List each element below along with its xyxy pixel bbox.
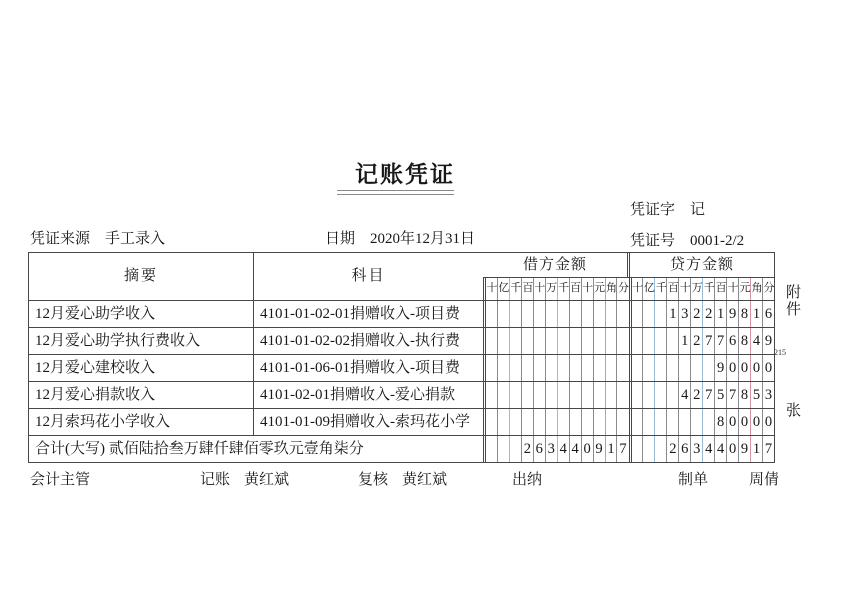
bookkeeper-value: 黄红斌	[244, 472, 290, 488]
voucher-source-label: 凭证来源	[30, 231, 91, 247]
row-credit-cells	[629, 355, 775, 381]
reviewer-label: 复核	[358, 472, 389, 488]
row-credit-cells	[629, 409, 775, 435]
supervisor-label: 会计主管	[30, 472, 91, 488]
digit-label-row	[483, 278, 774, 300]
digit-label: 十	[486, 278, 498, 300]
summary-column-header: 摘要	[29, 253, 254, 300]
digit-cell	[632, 436, 644, 462]
digit-cell	[632, 382, 644, 408]
digit-cell	[486, 355, 498, 381]
digit-cell	[606, 301, 618, 327]
digit-cell	[510, 355, 522, 381]
digit-cell: 6	[727, 328, 739, 354]
digit-cell	[632, 409, 644, 435]
row-account: 4101-02-01捐赠收入-爱心捐款	[260, 387, 455, 403]
digit-cell: 7	[703, 328, 715, 354]
digit-cell	[522, 409, 534, 435]
digit-label: 十	[582, 278, 594, 300]
amount-title-row	[483, 253, 774, 278]
digit-cell: 7	[715, 328, 727, 354]
row-credit-cells	[629, 382, 775, 408]
attachment-count: 215	[774, 348, 786, 357]
digit-cell	[594, 355, 606, 381]
digit-cell	[546, 328, 558, 354]
digit-cell: 4	[715, 436, 727, 462]
digit-label: 亿	[643, 278, 655, 300]
digit-cell	[582, 382, 594, 408]
digit-cell: 0	[751, 355, 763, 381]
digit-cell	[679, 355, 691, 381]
digit-label: 十	[679, 278, 691, 300]
amount-headers	[483, 253, 774, 300]
digit-cell	[522, 382, 534, 408]
digit-cell: 1	[751, 436, 763, 462]
row-debit-cells	[483, 355, 629, 381]
digit-cell: 9	[594, 436, 606, 462]
digit-cell	[617, 382, 628, 408]
digit-cell	[534, 409, 546, 435]
digit-cell	[498, 355, 510, 381]
digit-cell	[655, 382, 667, 408]
digit-cell	[655, 409, 667, 435]
digit-cell	[703, 355, 715, 381]
total-credit-cells	[629, 436, 775, 462]
row-credit-cells	[629, 328, 775, 354]
digit-cell	[558, 328, 570, 354]
debit-digit-labels	[483, 278, 629, 300]
digit-cell	[546, 355, 558, 381]
digit-cell	[570, 409, 582, 435]
digit-label: 百	[667, 278, 679, 300]
row-summary: 12月索玛花小学收入	[29, 409, 254, 435]
total-row	[29, 435, 774, 462]
row-debit-cells	[483, 328, 629, 354]
digit-cell	[594, 328, 606, 354]
digit-cell: 4	[703, 436, 715, 462]
digit-cell	[498, 436, 510, 462]
digit-cell: 5	[751, 382, 763, 408]
total-debit-cells	[483, 436, 629, 462]
digit-cell	[667, 382, 679, 408]
voucher-row	[29, 300, 774, 327]
digit-cell	[606, 328, 618, 354]
signature-reviewer	[358, 468, 447, 489]
digit-cell: 2	[691, 301, 703, 327]
digit-cell: 1	[679, 328, 691, 354]
digit-cell	[643, 382, 655, 408]
digit-label: 十	[632, 278, 644, 300]
digit-label: 千	[655, 278, 667, 300]
digit-cell: 1	[751, 301, 763, 327]
digit-cell	[632, 328, 644, 354]
page-title: 记账凭证	[355, 162, 455, 187]
digit-cell	[522, 301, 534, 327]
digit-cell: 4	[679, 382, 691, 408]
digit-cell	[582, 355, 594, 381]
digit-cell: 0	[727, 355, 739, 381]
digit-label: 千	[510, 278, 522, 300]
digit-cell	[617, 409, 628, 435]
digit-cell: 2	[691, 382, 703, 408]
voucher-number	[630, 229, 744, 250]
digit-label: 亿	[498, 278, 510, 300]
digit-cell	[643, 409, 655, 435]
digit-cell: 1	[667, 301, 679, 327]
digit-cell: 8	[715, 409, 727, 435]
row-debit-cells	[483, 301, 629, 327]
digit-cell	[558, 382, 570, 408]
credit-digit-labels	[629, 278, 775, 300]
digit-cell	[570, 328, 582, 354]
digit-cell: 3	[691, 436, 703, 462]
digit-cell	[582, 301, 594, 327]
title-underline	[337, 190, 454, 195]
row-summary: 12月爱心助学收入	[29, 301, 254, 327]
signature-preparer	[678, 468, 779, 489]
row-account: 4101-01-02-01捐赠收入-项目费	[260, 306, 460, 322]
digit-label: 百	[570, 278, 582, 300]
digit-cell	[486, 382, 498, 408]
debit-column-header: 借方金额	[522, 257, 587, 273]
digit-cell	[655, 328, 667, 354]
voucher-word	[630, 198, 705, 219]
digit-cell: 5	[715, 382, 727, 408]
digit-cell	[667, 328, 679, 354]
voucher-word-label: 凭证字	[630, 202, 676, 218]
digit-cell	[486, 409, 498, 435]
digit-cell: 6	[679, 436, 691, 462]
digit-cell	[617, 301, 628, 327]
digit-cell	[606, 409, 618, 435]
attachment-unit: 张	[786, 403, 802, 419]
digit-label: 角	[751, 278, 763, 300]
table-header-row	[29, 253, 774, 300]
digit-cell	[558, 301, 570, 327]
digit-cell	[655, 301, 667, 327]
digit-cell	[546, 382, 558, 408]
digit-cell	[655, 436, 667, 462]
bookkeeper-label: 记账	[200, 472, 231, 488]
digit-label: 千	[558, 278, 570, 300]
digit-label: 百	[715, 278, 727, 300]
voucher-date-label: 日期	[325, 231, 356, 247]
digit-cell: 0	[727, 409, 739, 435]
digit-label: 万	[546, 278, 558, 300]
digit-cell	[498, 301, 510, 327]
digit-cell	[510, 409, 522, 435]
digit-cell	[632, 301, 644, 327]
digit-cell: 4	[751, 328, 763, 354]
digit-cell: 2	[522, 436, 534, 462]
digit-cell	[643, 301, 655, 327]
digit-cell: 7	[727, 382, 739, 408]
digit-cell: 2	[691, 328, 703, 354]
digit-cell	[643, 436, 655, 462]
voucher-row	[29, 354, 774, 381]
voucher-row	[29, 408, 774, 435]
signature-bookkeeper	[200, 468, 289, 489]
voucher-source-value: 手工录入	[105, 231, 166, 247]
digit-cell	[522, 328, 534, 354]
digit-cell: 0	[727, 436, 739, 462]
digit-cell	[546, 301, 558, 327]
preparer-label: 制单	[678, 472, 709, 488]
total-label: 合计(大写) 贰佰陆拾叁万肆仟肆佰零玖元壹角柒分	[35, 441, 364, 457]
voucher-row	[29, 327, 774, 354]
digit-cell	[643, 355, 655, 381]
row-debit-cells	[483, 409, 629, 435]
digit-label: 万	[691, 278, 703, 300]
digit-cell: 9	[715, 355, 727, 381]
row-summary: 12月爱心助学执行费收入	[29, 328, 254, 354]
voucher-table	[28, 252, 775, 463]
digit-cell	[703, 409, 715, 435]
digit-cell: 0	[739, 409, 751, 435]
digit-cell	[486, 301, 498, 327]
digit-cell: 0	[751, 409, 763, 435]
digit-cell	[498, 409, 510, 435]
row-summary: 12月爱心捐款收入	[29, 382, 254, 408]
digit-cell	[667, 409, 679, 435]
digit-cell	[594, 301, 606, 327]
row-credit-cells	[629, 301, 775, 327]
digit-cell	[655, 355, 667, 381]
digit-cell	[617, 355, 628, 381]
digit-label: 角	[606, 278, 618, 300]
account-column-header: 科目	[351, 268, 386, 284]
digit-cell: 0	[582, 436, 594, 462]
reviewer-value: 黄红斌	[402, 472, 448, 488]
digit-cell	[582, 328, 594, 354]
digit-cell: 7	[619, 441, 627, 457]
voucher-date-value: 2020年12月31日	[370, 231, 476, 247]
digit-cell	[667, 355, 679, 381]
digit-cell	[594, 382, 606, 408]
digit-cell	[570, 355, 582, 381]
digit-cell: 6	[764, 306, 773, 322]
digit-cell	[632, 355, 644, 381]
digit-cell: 9	[764, 333, 773, 349]
voucher-row	[29, 381, 774, 408]
digit-cell: 2	[667, 436, 679, 462]
digit-label: 元	[594, 278, 606, 300]
digit-cell: 8	[739, 382, 751, 408]
digit-cell: 8	[739, 328, 751, 354]
digit-label: 十	[727, 278, 739, 300]
digit-cell: 8	[739, 301, 751, 327]
credit-column-header: 贷方金额	[627, 253, 774, 277]
digit-cell: 7	[703, 382, 715, 408]
row-summary: 12月爱心建校收入	[29, 355, 254, 381]
digit-cell: 0	[764, 360, 773, 376]
digit-cell	[606, 382, 618, 408]
digit-cell: 2	[703, 301, 715, 327]
digit-cell	[570, 301, 582, 327]
digit-label: 百	[522, 278, 534, 300]
attachment-label: 附件	[786, 285, 802, 318]
digit-cell	[546, 409, 558, 435]
digit-cell	[679, 409, 691, 435]
digit-cell: 4	[570, 436, 582, 462]
row-account: 4101-01-06-01捐赠收入-项目费	[260, 360, 460, 376]
digit-cell	[534, 355, 546, 381]
voucher-number-value: 0001-2/2	[690, 233, 745, 249]
digit-label: 分	[763, 282, 774, 294]
digit-cell	[606, 355, 618, 381]
digit-cell: 1	[715, 301, 727, 327]
digit-cell	[558, 409, 570, 435]
digit-cell	[534, 328, 546, 354]
digit-cell: 3	[679, 301, 691, 327]
digit-cell	[486, 328, 498, 354]
preparer-value: 周倩	[749, 472, 780, 488]
digit-cell: 9	[739, 436, 751, 462]
voucher-source	[30, 227, 165, 248]
cashier-label: 出纳	[512, 472, 543, 488]
signature-supervisor	[30, 468, 104, 489]
digit-cell	[570, 382, 582, 408]
digit-cell: 6	[534, 436, 546, 462]
digit-cell	[498, 382, 510, 408]
voucher-number-label: 凭证号	[630, 233, 676, 249]
digit-cell	[643, 328, 655, 354]
signature-cashier	[512, 468, 556, 489]
digit-cell	[558, 355, 570, 381]
row-debit-cells	[483, 382, 629, 408]
digit-cell	[617, 328, 628, 354]
digit-cell: 3	[546, 436, 558, 462]
digit-label: 分	[617, 282, 628, 294]
digit-cell: 4	[558, 436, 570, 462]
digit-cell	[510, 382, 522, 408]
row-account: 4101-01-02-02捐赠收入-执行费	[260, 333, 460, 349]
digit-cell	[534, 382, 546, 408]
digit-label: 千	[703, 278, 715, 300]
digit-cell	[510, 328, 522, 354]
digit-cell	[510, 301, 522, 327]
digit-cell	[534, 301, 546, 327]
digit-cell	[691, 409, 703, 435]
digit-cell	[594, 409, 606, 435]
digit-cell	[486, 436, 498, 462]
voucher-word-value: 记	[690, 202, 706, 218]
digit-cell	[498, 328, 510, 354]
digit-cell: 7	[764, 441, 773, 457]
digit-cell	[582, 409, 594, 435]
digit-cell: 9	[727, 301, 739, 327]
digit-cell	[691, 355, 703, 381]
digit-cell	[510, 436, 522, 462]
digit-cell: 1	[606, 436, 618, 462]
digit-label: 十	[534, 278, 546, 300]
digit-cell: 0	[739, 355, 751, 381]
digit-cell: 3	[764, 387, 773, 403]
voucher-date	[325, 227, 475, 248]
row-account: 4101-01-09捐赠收入-索玛花小学	[260, 414, 470, 430]
digit-label: 元	[739, 278, 751, 300]
digit-cell: 0	[764, 414, 773, 430]
digit-cell	[522, 355, 534, 381]
